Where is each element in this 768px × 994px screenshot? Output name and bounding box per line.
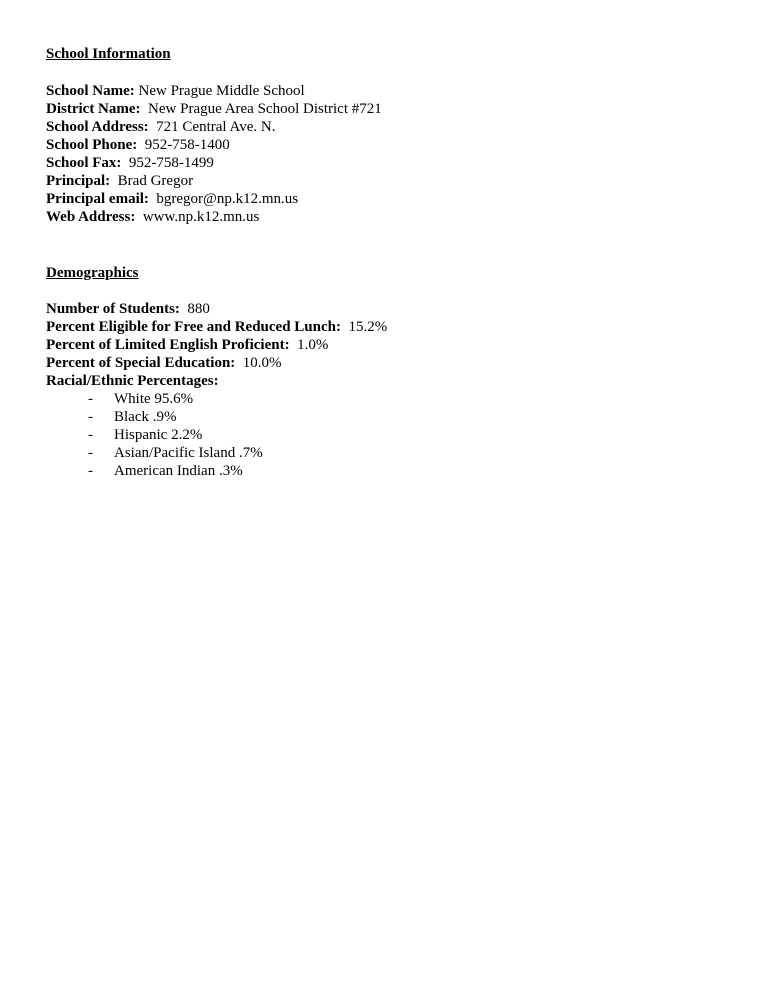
field-label: School Address: [46,119,149,135]
field-label: School Phone: [46,137,138,153]
field-label: District Name: [46,101,141,117]
field-label: Number of Students: [46,301,180,317]
field-value: 880 [187,301,210,317]
field-label: School Fax: [46,155,122,171]
field-label: Percent of Special Education: [46,355,236,371]
field-label: Web Address: [46,209,136,225]
racial-ethnic-heading: Racial/Ethnic Percentages: [46,373,219,389]
principal-email-line [46,190,726,208]
list-item-text: White 95.6% [114,391,194,407]
field-value: New Prague Middle School [138,83,305,99]
bullet-dash: - [88,463,93,479]
district-name-line [46,100,726,118]
special-education-line [46,354,726,372]
field-value: 1.0% [297,337,329,353]
field-value: 952-758-1400 [144,137,230,153]
document-body [46,45,726,480]
school-information-heading: School Information [46,46,171,62]
field-label: Principal: [46,173,111,189]
web-address-link[interactable]: www.np.k12.mn.us [142,209,260,225]
list-item [46,408,726,426]
bullet-dash: - [88,409,93,425]
principal-line [46,172,726,190]
field-label: Percent Eligible for Free and Reduced Lunch: [46,319,341,335]
list-item-text: American Indian .3% [114,463,243,479]
list-item-text: Black .9% [114,409,177,425]
bullet-dash: - [88,445,93,461]
list-item [46,462,726,480]
number-of-students-line [46,300,726,318]
bullet-dash: - [88,391,93,407]
web-address-line [46,208,726,226]
racial-ethnic-heading-line [46,372,726,390]
field-value: 10.0% [242,355,282,371]
school-phone-line [46,136,726,154]
list-item [46,426,726,444]
school-address-line [46,118,726,136]
free-reduced-lunch-line [46,318,726,336]
field-value: New Prague Area School District #721 [148,101,382,117]
list-item-text: Asian/Pacific Island .7% [114,445,263,461]
demographics-heading: Demographics [46,265,139,281]
field-value: 721 Central Ave. N. [156,119,276,135]
bullet-dash: - [88,427,93,443]
field-label: Principal email: [46,191,149,207]
list-item [46,390,726,408]
school-name-line [46,82,726,100]
limited-english-line [46,336,726,354]
field-value: Brad Gregor [117,173,194,189]
field-value: 952-758-1499 [128,155,214,171]
racial-ethnic-list [46,390,726,480]
school-fax-line [46,154,726,172]
field-label: Percent of Limited English Proficient: [46,337,290,353]
field-value: 15.2% [348,319,388,335]
field-label: School Name: [46,83,135,99]
principal-email-link[interactable]: bgregor@np.k12.mn.us [156,191,299,207]
list-item-text: Hispanic 2.2% [114,427,203,443]
list-item [46,444,726,462]
